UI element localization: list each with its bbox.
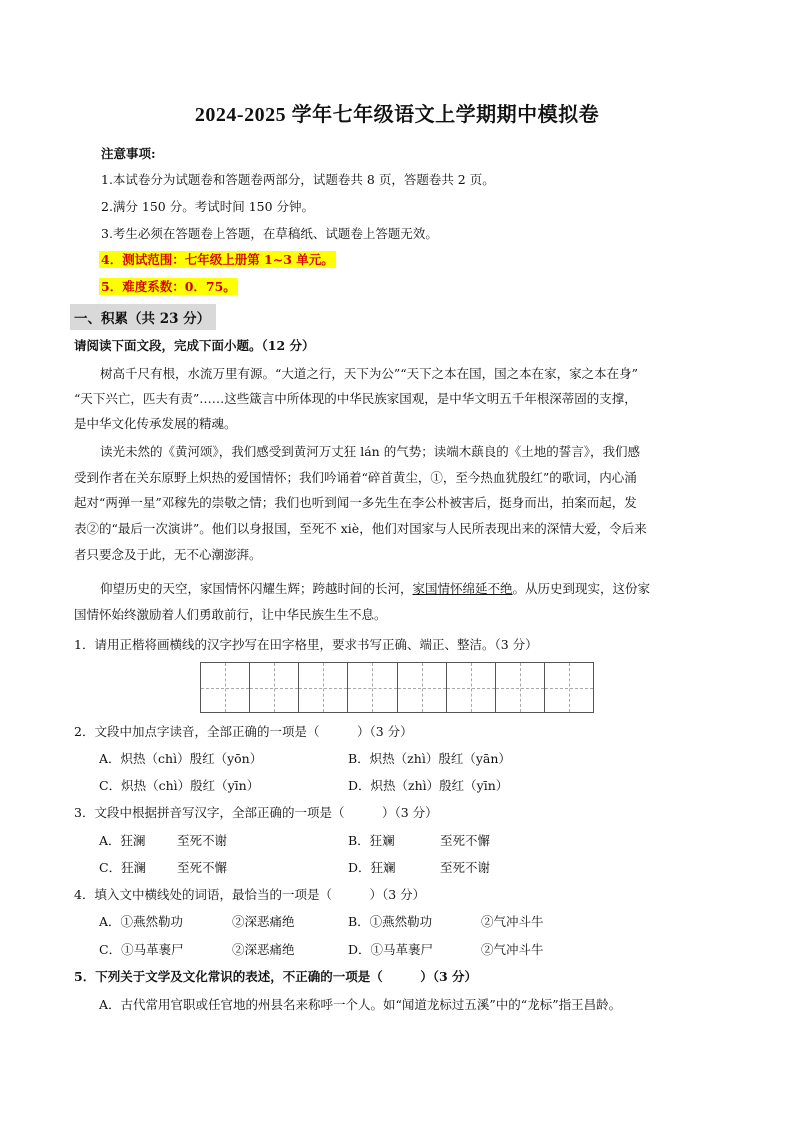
option-word-2: 至死不谢 [177, 833, 228, 848]
passage-line [100, 581, 650, 597]
option-word-1: A．狂澜 [99, 833, 146, 848]
question-1-stem: 1．请用正楷将画横线的汉字抄写在田字格里，要求书写正确、端正、整洁。（3 分） [74, 637, 538, 652]
option-word-2: 至死不懈 [440, 833, 491, 848]
option-word-1: D．狂斓 [348, 860, 396, 875]
option-word-2: ②深恶痛绝 [232, 914, 295, 929]
q3-option-c[interactable] [99, 860, 228, 876]
q2-option-a[interactable]: A．炽热（chì）殷红（yōn） [99, 751, 263, 766]
question-3-stem: 3．文段中根据拼音写汉字，全部正确的一项是（ ）（3 分） [74, 805, 438, 820]
option-word-1: B．狂斓 [348, 833, 395, 848]
question-4-stem: 4．填入文中横线处的词语，最恰当的一项是（ ）（3 分） [74, 887, 426, 902]
grid-cell[interactable] [545, 663, 593, 712]
option-word-1: D．①马革裹尸 [348, 942, 434, 957]
q2-option-b[interactable]: B．炽热（zhì）殷红（yān） [348, 751, 511, 766]
passage-line: 国情怀始终激励着人们勇敢前行，让中华民族生生不息。 [74, 607, 387, 622]
q2-option-d[interactable]: D．炽热（zhì）殷红（yīn） [348, 778, 509, 793]
q4-option-d[interactable] [348, 942, 544, 958]
notice-heading: 注意事项: [101, 146, 156, 161]
q3-option-a[interactable] [99, 833, 228, 849]
option-word-2: 至死不懈 [177, 860, 228, 875]
notice-item-2: 2.满分 150 分。考试时间 150 分钟。 [101, 199, 315, 214]
notice-difficulty: 5．难度系数：0．75。 [101, 279, 236, 294]
q2-option-c[interactable]: C．炽热（chì）殷红（yīn） [99, 778, 260, 793]
grid-cell[interactable] [398, 663, 447, 712]
page-title: 2024-2025 学年七年级语文上学期期中模拟卷 [194, 104, 600, 126]
notice-item-1: 1.本试卷分为试题卷和答题卷两部分，试题卷共 8 页，答题卷共 2 页。 [101, 172, 495, 187]
passage-line: “天下兴亡，匹夫有责”……这些箴言中所体现的中华民族家国观，是中华文明五千年根深蒂固的支撑， [74, 391, 637, 406]
q4-option-c[interactable] [99, 942, 295, 958]
q4-option-a[interactable] [99, 914, 295, 930]
q3-option-d[interactable] [348, 860, 491, 876]
grid-cell[interactable] [201, 663, 250, 712]
passage-line: 表②的“最后一次演讲”。他们以身报国，至死不 xiè，他们对国家与人民所表现出来的深情大爱，令后来 [74, 521, 647, 536]
passage-text: 仰望历史的天空，家国情怀闪耀生辉；跨越时间的长河， [100, 581, 413, 596]
passage-line: 是中华文化传承发展的精魂。 [74, 416, 237, 431]
passage-line: 树高千尺有根，水流万里有源。“大道之行，天下为公”“天下之本在国，国之本在家，家之本在身” [100, 366, 639, 381]
writing-grid[interactable] [200, 662, 594, 713]
grid-cell[interactable] [250, 663, 299, 712]
option-word-1: B．①燕然勒功 [348, 914, 433, 929]
option-word-2: ②气冲斗牛 [481, 914, 544, 929]
reading-instruction: 请阅读下面文段，完成下面小题。（12 分） [74, 338, 315, 353]
grid-cell[interactable] [299, 663, 348, 712]
option-word-1: C．狂澜 [99, 860, 147, 875]
passage-line: 起对“两弹一星”邓稼先的崇敬之情；我们也听到闻一多先生在李公朴被害后，挺身而出，拍案而起，发 [74, 495, 637, 510]
passage-line: 读光未然的《黄河颂》，我们感受到黄河万丈狂 lán 的气势；读端木蕻良的《土地的誓言》，我们感 [100, 444, 640, 459]
section-heading: 一、积累（共 23 分） [70, 304, 216, 330]
option-word-2: ②气冲斗牛 [481, 942, 544, 957]
option-word-1: C．①马革裹尸 [99, 942, 184, 957]
option-word-2: ②深恶痛绝 [232, 942, 295, 957]
notice-item-3: 3.考生必须在答题卷上答题，在草稿纸、试题卷上答题无效。 [101, 226, 438, 241]
q3-option-b[interactable] [348, 833, 491, 849]
option-word-1: A．①燕然勒功 [99, 914, 184, 929]
question-2-stem: 2．文段中加点字读音，全部正确的一项是（ ）（3 分） [74, 724, 413, 739]
grid-cell[interactable] [348, 663, 397, 712]
grid-cell[interactable] [496, 663, 545, 712]
q5-option-a[interactable]: A．古代常用官职或任官地的州县名来称呼一个人。如“闻道龙标过五溪”中的“龙标”指王昌龄。 [99, 997, 622, 1012]
grid-cell[interactable] [447, 663, 496, 712]
q4-option-b[interactable] [348, 914, 544, 930]
underlined-phrase: 家国情怀绵延不绝 [412, 581, 513, 596]
passage-line: 受到作者在关东原野上炽热的爱国情怀；我们吟诵着“碎首黄尘，①，至今热血犹殷红”的歌词，内心涌 [74, 470, 637, 485]
passage-line: 者只要念及于此，无不心潮澎湃。 [74, 547, 262, 562]
question-5-stem: 5．下列关于文学及文化常识的表述，不正确的一项是（ ）（3 分） [74, 969, 477, 984]
passage-text: 。从历史到现实，这份家 [512, 581, 651, 596]
option-word-2: 至死不谢 [440, 860, 491, 875]
notice-test-scope: 4．测试范围：七年级上册第 1~3 单元。 [101, 252, 334, 267]
